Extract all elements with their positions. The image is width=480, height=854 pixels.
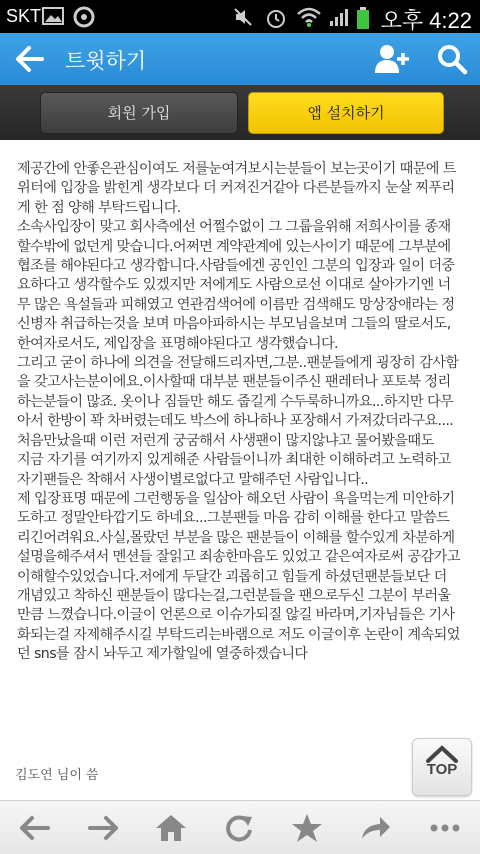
- more-icon[interactable]: [428, 813, 462, 843]
- tweet-text: 제공간에 안좋은관심이여도 저를눈여겨보시는분들이 보는곳이기 때문에 트위터에 입장을 밝힌게 생각보다 더 커져진거같아 다른분들까지 눈살 찌푸리게 한 점 양해 부탁드립니다. 소속사입장이 맞고 회사측에선 어쩔수없이 그 그룹을위해 저희사이를 종재할수밖에 없던게 맞습니다.어쩌면 계약관계에 있는사이기 때문에 그부분에 협조를 해야된다고 생각합니다.사람들에겐 공인인 그분의 입장과 일이 더중요하다고 생각할수도 있겠지만 저에게도 사람으로선 이대로 살아가기엔 너무 많은 욕설들과 피해였고 연관검색어에 이름만 검색해도 망상장애라는 정신병자 취급하는것을 보며 마음아파하시는 부모님을보며 그들의 딸로서도,한여자로서도, 제입장을 표명해야된다고 생각했습니다. 그리고 굳이 하나에 의견을 전달해드리자면,그분..팬분들에게 굉장히 감사함을 갖고사는분이에요.이사할때 대부분 팬분들이주신 팬레터나 포토북 정리하는분들이 많죠. 옷이나 짐들만 해도 줍길게 수두룩하니까요...하지만 다무아서 한방이 꽉 차버렸는데도 박스에 하나하나 포장해서 가져갔더라구요....처음만났을때 이런 저런게 궁굼해서 사생팬이 많지않냐고 물어봤을때도 지금 자기를 여기까지 있게해준 사람들이니까 최대한 이해하려고 노력하고 자기팬들은 착해서 사생이별로없다고 말해주던 사람입니다.. 제 입장표명 때문에 그런행동을 일삼아 해오던 사람이 욕을먹는게 미안하기도하고 정말안타깝기도 하네요...그분팬들 마음 감히 이해를 한다고 말씀드리긴어려워요.사실,몰랐던 부분을 많은 팬분들이 이해를 할수있게 차분하게 설명을해주셔서 멘션들 잘읽고 죄송한마음도 있었고 같은여자로써 공감가고 이해할수있었습니다.저에게 두달간 괴롭히고 힘들게 하셨던팬분들보단 더 개념있고 착하신 팬분들이 많다는걸,그런분들을 팬으로두신 그분이 부러울만큼 느꼈습니다.이글이 언론으로 이슈가되질 않길 바라며,기자님들은 기사화되는걸 자제해주시길 부탁드리는바램으로 저도 이글이후 논란이 계속되었던 sns를 잠시 놔두고 제가할일에 열중하겠습니다: [17, 161, 460, 663]
- carrier-label: SKT: [6, 6, 42, 26]
- forward-icon[interactable]: [86, 813, 120, 843]
- action-bar: [0, 85, 480, 141]
- home-icon[interactable]: [154, 813, 188, 843]
- battery-icon: [356, 6, 370, 30]
- tweet-content: [0, 140, 480, 800]
- bookmark-star-icon[interactable]: [290, 813, 324, 843]
- mute-icon: [232, 6, 254, 28]
- scroll-top-label: TOP: [426, 761, 458, 778]
- signal-icon: [328, 6, 352, 28]
- back-icon[interactable]: [18, 813, 52, 843]
- join-button[interactable]: 회원 가입: [40, 92, 238, 134]
- tweet-author: 김도연 님이 씀: [15, 768, 99, 783]
- alarm-icon: [264, 6, 288, 30]
- share-icon[interactable]: [358, 813, 392, 843]
- search-icon[interactable]: [436, 43, 468, 75]
- wifi-icon: [296, 6, 322, 28]
- install-app-button[interactable]: 앱 설치하기: [248, 92, 444, 134]
- page-title: 트윗하기: [65, 49, 147, 73]
- add-user-icon[interactable]: [374, 43, 410, 75]
- status-bar: [0, 0, 480, 33]
- clock: 오후 4:22: [380, 8, 472, 33]
- refresh-icon[interactable]: [222, 813, 256, 843]
- bottom-nav: [0, 800, 480, 854]
- app-bar: [0, 33, 480, 85]
- scroll-top-button[interactable]: [412, 738, 472, 796]
- image-icon: [42, 6, 64, 26]
- back-arrow-icon[interactable]: [14, 43, 46, 75]
- sync-icon: [72, 6, 96, 28]
